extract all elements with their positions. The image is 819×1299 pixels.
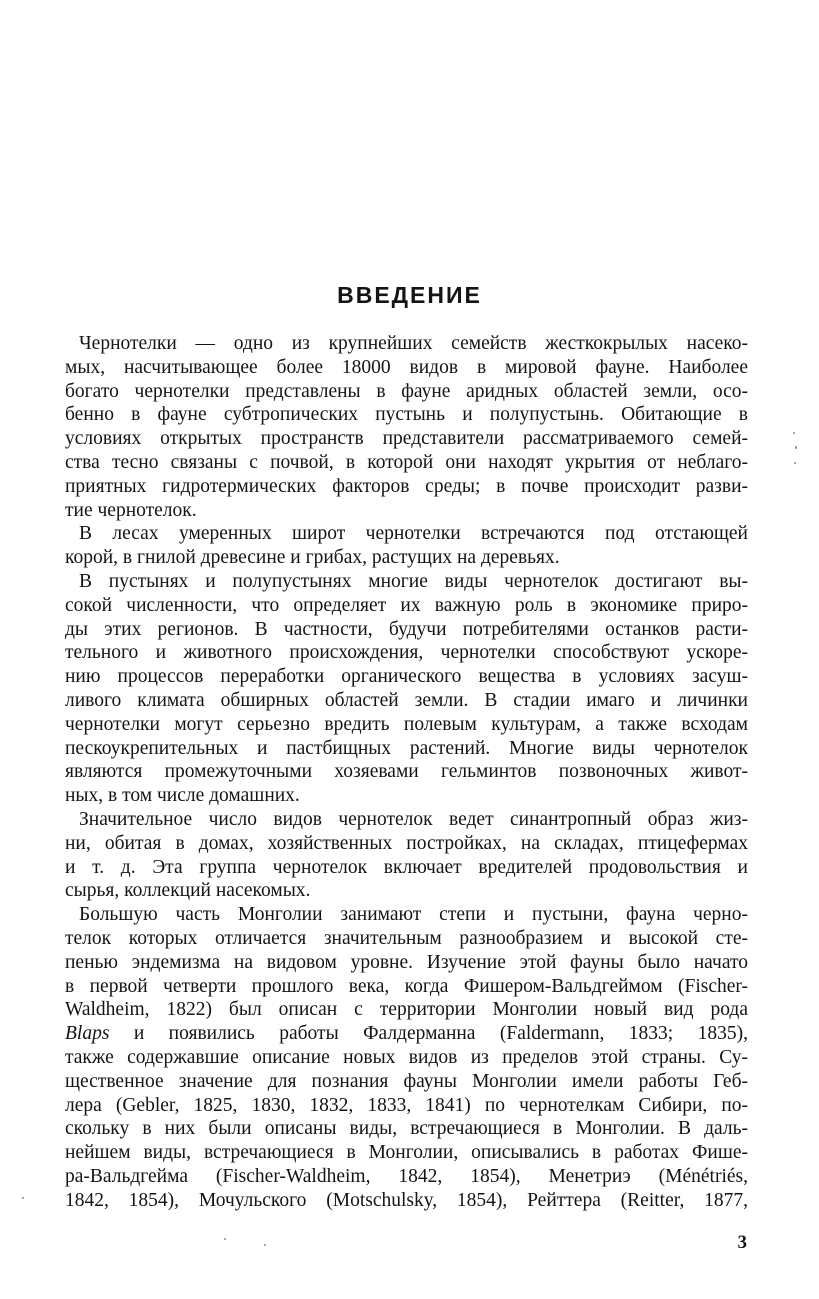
- text-line: Большую часть Монголии занимают степи и пустыни, фауна черно-: [79, 904, 748, 926]
- text-line: сокой численности, что определяет их важную роль в экономике приро-: [65, 594, 748, 616]
- scan-speck: [264, 1244, 266, 1246]
- text-line: ных, в том числе домашних.: [65, 785, 300, 807]
- text-line: В пустынях и полупустынях многие виды чернотелок достигают вы-: [79, 570, 748, 592]
- text-line: пескоукрепительных и пастбищных растений. Многие виды чернотелок: [65, 737, 748, 759]
- text-line: Значительное число видов чернотелок ведет синантропный образ жиз-: [79, 808, 748, 830]
- text-line: нию процессов переработки органического вещества в условиях засуш-: [65, 666, 748, 688]
- text-line: мых, насчитывающее более 18000 видов в мировой фауне. Наиболее: [65, 356, 748, 378]
- text-line: Чернотелки — одно из крупнейших семейств жесткокрылых насеко-: [79, 333, 748, 354]
- text-line: телок которых отличается значительным разнообразием и высокой сте-: [65, 927, 748, 949]
- page-number: 3: [737, 1232, 747, 1253]
- chapter-title: ВВЕДЕНИЕ: [337, 282, 482, 308]
- text-line: в первой четверти прошлого века, когда Фишером-Вальдгеймом (Fischer-: [65, 975, 748, 997]
- text-line: также содержавшие описание новых видов из пределов этой страны. Су-: [65, 1046, 748, 1068]
- scan-speck: [794, 462, 796, 464]
- text-line: чернотелки могут серьезно вредить полевым культурам, а также всходам: [65, 713, 748, 735]
- body-text: [65, 332, 748, 1212]
- scan-speck: [795, 446, 797, 449]
- text-line: пенью эндемизма на видовом уровне. Изучение этой фауны было начато: [65, 951, 748, 973]
- text-line: ни, обитая в домах, хозяйственных постройках, на складах, птицефермах: [65, 832, 748, 854]
- text-line: бенно в фауне субтропических пустынь и полупустынь. Обитающие в: [65, 404, 748, 426]
- text-line: 1842, 1854), Мочульского (Motschulsky, 1854), Рейттера (Reitter, 1877,: [65, 1189, 748, 1211]
- text-line: ра-Вальдгейма (Fischer-Waldheim, 1842, 1854), Менетриэ (Ménétriés,: [65, 1165, 748, 1187]
- text-line: скольку в них были описаны виды, встречающиеся в Монголии. В даль-: [65, 1118, 748, 1140]
- text-line: ды этих регионов. В частности, будучи потребителями останков расти-: [65, 618, 748, 640]
- text-line: тие чернотелок.: [65, 499, 197, 521]
- text-line: Waldheim, 1822) был описан с территории Монголии новый вид рода: [65, 999, 748, 1021]
- text-line: щественное значение для познания фауны Монголии имели работы Геб-: [65, 1070, 748, 1092]
- text-line: корой, в гнилой древесине и грибах, растущих на деревьях.: [65, 547, 560, 569]
- text-line: В лесах умеренных широт чернотелки встречаются под отстающей: [79, 523, 748, 545]
- text-line: условиях открытых пространств представители рассматриваемого семей-: [65, 428, 748, 450]
- text-line: и т. д. Эта группа чернотелок включает вредителей продовольствия и: [65, 856, 748, 878]
- scan-speck: [22, 1197, 24, 1199]
- text-line: лера (Gebler, 1825, 1830, 1832, 1833, 1841) по чернотелкам Сибири, по-: [65, 1094, 748, 1116]
- text-line: приятных гидротермических факторов среды; в почве происходит разви-: [65, 475, 748, 497]
- text-line: ства тесно связаны с почвой, в которой они находят укрытия от неблаго-: [65, 451, 748, 473]
- scan-speck: [224, 1238, 226, 1240]
- text-line: тельного и животного происхождения, чернотелки способствуют ускоре-: [65, 642, 748, 664]
- text-line: сырья, коллекций насекомых.: [65, 880, 311, 902]
- text-line: нейшем виды, встречающиеся в Монголии, описывались в работах Фише-: [65, 1142, 748, 1164]
- text-line: Blaps и появились работы Фалдерманна (Faldermann, 1833; 1835),: [65, 1023, 748, 1045]
- text-line: ливого климата обширных областей земли. В стадии имаго и личинки: [65, 689, 748, 711]
- scan-speck: [793, 432, 795, 434]
- text-line: являются промежуточными хозяевами гельминтов позвоночных живот-: [65, 761, 748, 783]
- text-line: богато чернотелки представлены в фауне аридных областей земли, осо-: [65, 380, 748, 402]
